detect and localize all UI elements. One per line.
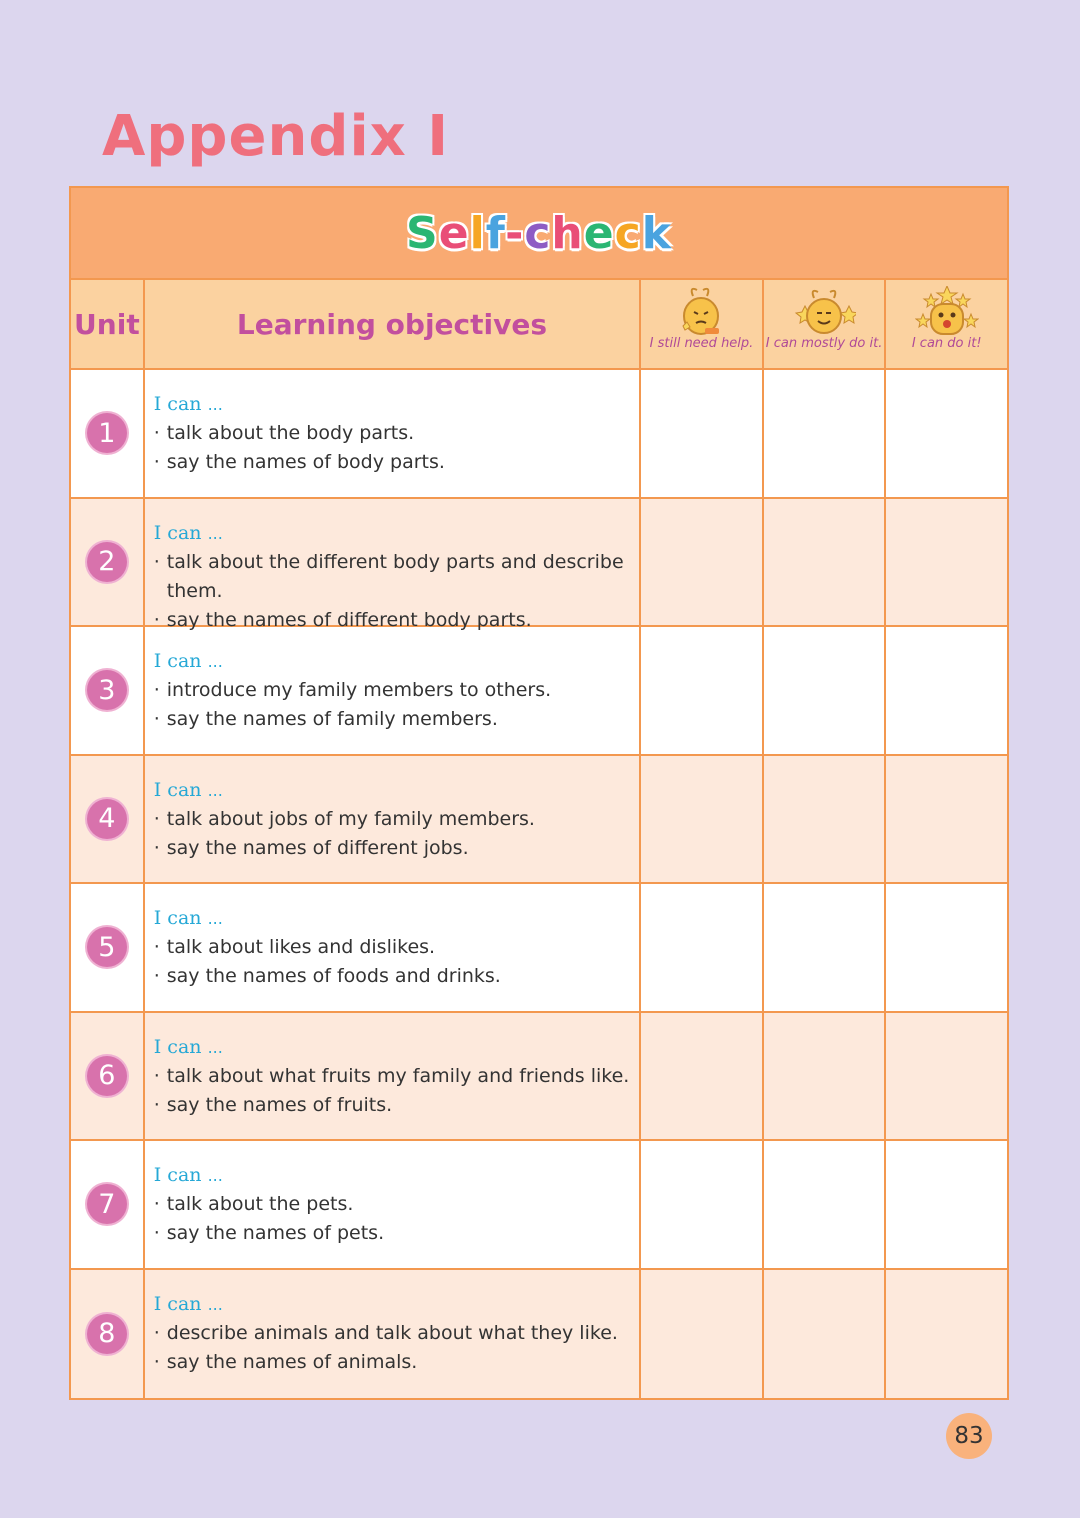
bullet-dot: ·: [153, 1350, 160, 1373]
objective-item: [154, 834, 639, 863]
i-can-text: I can: [153, 1035, 202, 1058]
bullet-dot: ·: [153, 708, 160, 730]
rating-cell-mostly[interactable]: [764, 499, 887, 626]
rating-cell-need-help[interactable]: [641, 627, 764, 754]
rating-cell-need-help[interactable]: [641, 756, 764, 883]
objective-item: [154, 676, 639, 705]
header-objectives-label: Learning objectives: [236, 307, 548, 341]
objective-item: [154, 1091, 639, 1120]
objective-item: [154, 805, 639, 834]
objective-item: [154, 419, 639, 448]
i-can-ellipsis: ...: [207, 909, 223, 928]
objective-text: say the names of foods and drinks.: [166, 965, 501, 987]
rating-cell-mostly[interactable]: [764, 1013, 887, 1140]
rating-cell-can-do[interactable]: [886, 499, 1007, 626]
objectives-cell: [145, 370, 641, 497]
objective-item: [154, 962, 639, 991]
i-can-ellipsis: ...: [207, 652, 223, 671]
objectives-cell: [145, 499, 641, 631]
objective-text: say the names of different jobs.: [166, 836, 469, 859]
page-number: 83: [946, 1413, 992, 1459]
i-can-label: [154, 1033, 639, 1062]
bullet-dot: ·: [153, 608, 160, 631]
i-can-ellipsis: ...: [207, 1294, 223, 1314]
i-can-ellipsis: ...: [207, 1166, 223, 1185]
rating-cell-mostly[interactable]: [764, 627, 887, 754]
objective-item: [154, 933, 639, 962]
unit-cell: [71, 1013, 145, 1140]
rating-cell-mostly[interactable]: [764, 370, 887, 497]
objective-text: talk about the body parts.: [166, 422, 415, 444]
objective-item: [154, 1319, 639, 1348]
rating-cell-need-help[interactable]: [641, 370, 764, 497]
table-row: [71, 1270, 1007, 1399]
i-can-ellipsis: ...: [207, 523, 223, 543]
bullet-dot: ·: [153, 550, 160, 573]
table-row: [71, 499, 1007, 631]
unit-number-badge: 8: [87, 1314, 127, 1354]
i-can-label: [154, 1290, 639, 1319]
objective-item: [154, 448, 639, 477]
objectives-cell: [145, 1141, 641, 1268]
header-objectives-cell: [145, 280, 641, 368]
bullet-dot: ·: [153, 807, 160, 830]
rating-cell-can-do[interactable]: [886, 884, 1007, 1011]
objective-text: say the names of different body parts.: [166, 608, 532, 631]
unit-number-badge: 6: [87, 1056, 127, 1096]
i-can-label: [154, 776, 639, 805]
unit-number-badge: 5: [87, 927, 127, 967]
table-row: [71, 884, 1007, 1013]
bullet-dot: ·: [153, 451, 160, 473]
objectives-cell: [145, 756, 641, 883]
unit-cell: [71, 1141, 145, 1268]
objective-text: introduce my family members to others.: [166, 679, 552, 701]
i-can-text: I can: [153, 1292, 202, 1315]
rating-cell-need-help[interactable]: [641, 1270, 764, 1399]
unit-cell: [71, 884, 145, 1011]
i-can-label: [154, 647, 639, 676]
bullet-dot: ·: [153, 422, 160, 444]
i-can-text: I can: [153, 650, 202, 672]
objectives-cell: [145, 884, 641, 1011]
rating-cell-can-do[interactable]: [886, 1270, 1007, 1399]
i-can-text: I can: [153, 907, 202, 929]
bullet-dot: ·: [153, 1093, 160, 1116]
table-row: [71, 370, 1007, 499]
unit-cell: [71, 756, 145, 883]
objective-text: say the names of animals.: [166, 1350, 418, 1373]
table-row: [71, 627, 1007, 756]
objective-text: say the names of family members.: [166, 708, 498, 730]
i-can-label: [154, 904, 639, 933]
i-can-label: [154, 1161, 639, 1190]
i-can-label: [154, 390, 639, 419]
objective-text: say the names of pets.: [166, 1222, 385, 1244]
objective-item: [154, 1190, 639, 1219]
header-unit-cell: [71, 280, 145, 368]
bullet-dot: ·: [153, 1193, 160, 1215]
header-unit-label: Unit: [74, 307, 140, 341]
unit-cell: [71, 627, 145, 754]
bullet-dot: ·: [153, 965, 160, 987]
rating-cell-can-do[interactable]: [886, 1013, 1007, 1140]
bullet-dot: ·: [153, 836, 160, 859]
self-check-table: [69, 186, 1009, 1400]
rating-cell-mostly[interactable]: [764, 884, 887, 1011]
i-can-label: [154, 519, 639, 548]
objective-text: say the names of body parts.: [166, 451, 445, 473]
bullet-dot: ·: [153, 1222, 160, 1244]
unit-number-badge: 2: [87, 542, 127, 582]
table-banner: [71, 188, 1007, 280]
objective-text: talk about jobs of my family members.: [166, 807, 535, 830]
rating-cell-mostly[interactable]: [764, 756, 887, 883]
objective-item: [154, 1219, 639, 1248]
rating-cell-need-help[interactable]: [641, 1141, 764, 1268]
objective-text: say the names of fruits.: [166, 1093, 393, 1116]
bullet-dot: ·: [153, 936, 160, 958]
struggling-character-icon: [669, 286, 733, 338]
i-can-text: I can: [153, 521, 202, 544]
header-rating-need-help: [641, 280, 764, 368]
table-body: [71, 370, 1007, 1398]
rating-cell-can-do[interactable]: [886, 1141, 1007, 1268]
bullet-dot: ·: [153, 679, 160, 701]
table-row: [71, 1141, 1007, 1270]
rating-cell-can-do[interactable]: [886, 370, 1007, 497]
bullet-dot: ·: [153, 1064, 160, 1087]
rating-cell-need-help[interactable]: [641, 1013, 764, 1140]
rating-cell-mostly[interactable]: [764, 1141, 887, 1268]
unit-number-badge: 4: [87, 799, 127, 839]
i-can-ellipsis: ...: [207, 1037, 223, 1057]
rating-cell-need-help[interactable]: [641, 884, 764, 1011]
objective-text: talk about the pets.: [166, 1193, 354, 1215]
table-header-row: [71, 280, 1007, 370]
header-rating-mostly-label: I can mostly do it.: [765, 336, 883, 351]
objective-item: [154, 548, 639, 606]
table-row: [71, 756, 1007, 885]
rating-cell-need-help[interactable]: [641, 499, 764, 626]
i-can-ellipsis: ...: [207, 395, 223, 414]
objective-text: talk about what fruits my family and friends like.: [166, 1064, 630, 1087]
i-can-text: I can: [153, 393, 202, 415]
rating-cell-mostly[interactable]: [764, 1270, 887, 1399]
objective-text: talk about the different body parts and describe them.: [166, 550, 624, 602]
objective-text: describe animals and talk about what they like.: [166, 1321, 618, 1344]
page-title: Appendix I: [102, 104, 450, 169]
i-can-text: I can: [153, 778, 202, 801]
table-row: [71, 1013, 1007, 1142]
header-rating-can-do: [886, 280, 1007, 368]
header-rating-can-do-label: I can do it!: [911, 336, 982, 351]
objectives-cell: [145, 1270, 641, 1399]
unit-cell: [71, 499, 145, 626]
objective-item: [154, 1062, 639, 1091]
i-can-ellipsis: ...: [207, 780, 223, 800]
happy-character-icon: [915, 286, 979, 338]
rating-cell-can-do[interactable]: [886, 627, 1007, 754]
unit-number-badge: 3: [87, 670, 127, 710]
objectives-cell: [145, 1013, 641, 1140]
header-rating-need-help-label: I still need help.: [649, 336, 754, 351]
banner-title: Self-check: [406, 207, 672, 259]
unit-number-badge: 1: [87, 413, 127, 453]
objective-item: [154, 705, 639, 734]
unit-number-badge: 7: [87, 1184, 127, 1224]
i-can-text: I can: [153, 1164, 202, 1186]
objective-text: talk about likes and dislikes.: [166, 936, 436, 958]
unit-cell: [71, 370, 145, 497]
bullet-dot: ·: [153, 1321, 160, 1344]
rating-cell-can-do[interactable]: [886, 756, 1007, 883]
objectives-cell: [145, 627, 641, 754]
unit-cell: [71, 1270, 145, 1399]
objective-item: [154, 1348, 639, 1377]
smiling-character-icon: [792, 286, 856, 338]
header-rating-mostly: [764, 280, 887, 368]
